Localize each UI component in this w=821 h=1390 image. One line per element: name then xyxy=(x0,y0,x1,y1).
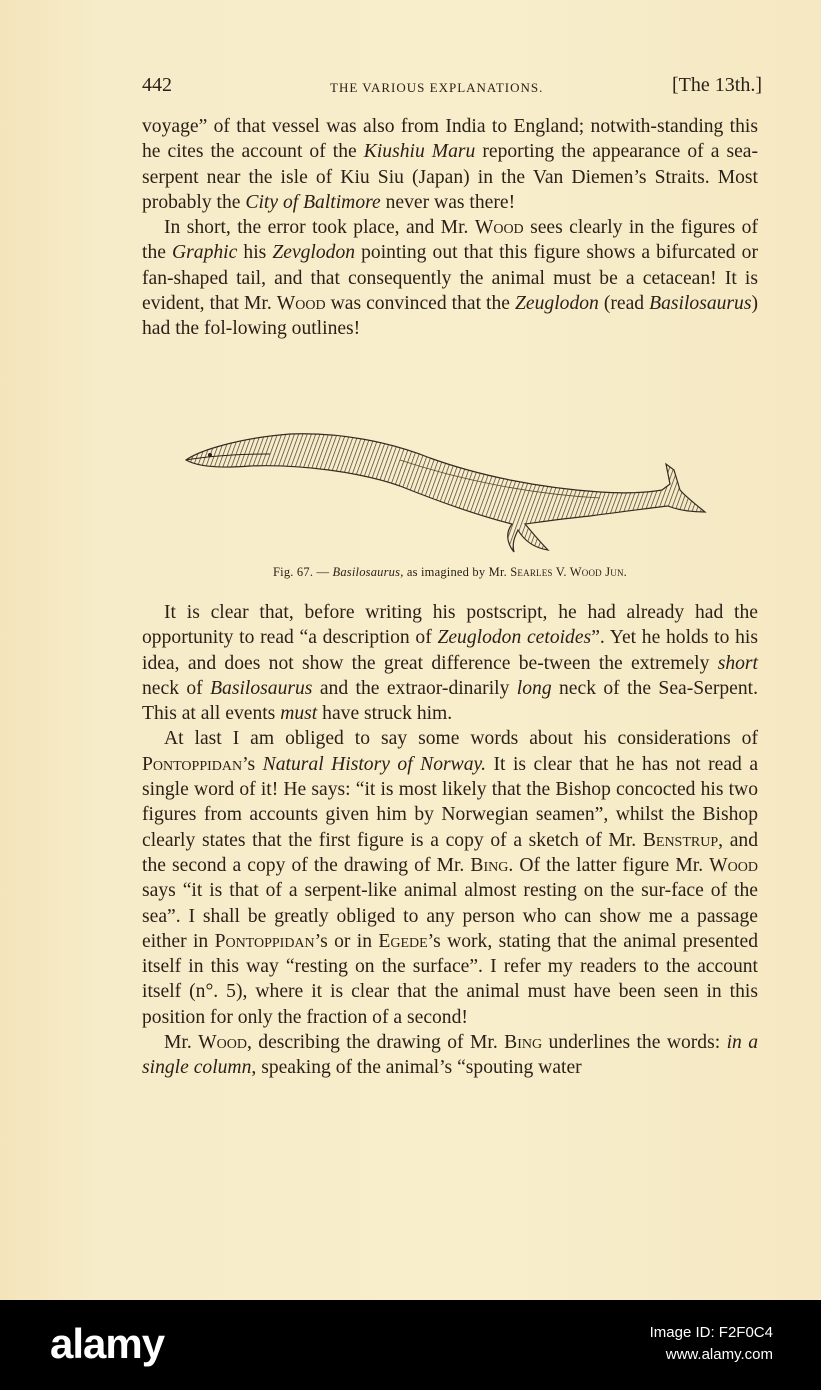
paragraph-3: It is clear that, before writing his postscript, he had already had the opportunity to read “a description of Zeuglodon cetoides”. Yet he holds to his idea, and does not show the great difference be-tween the extremely short neck of Basilosaurus and the extraor-dinarily long neck of the Sea-Serpent. This at all events must have struck him. xyxy=(142,602,759,725)
alamy-logo: alamy xyxy=(50,1320,165,1367)
stock-watermark-bar xyxy=(0,1300,821,1390)
image-id: Image ID: F2F0C4 xyxy=(649,1324,773,1341)
body-text-bottom xyxy=(142,600,758,1081)
site-url: www.alamy.com xyxy=(665,1346,773,1363)
page-number: 442 xyxy=(142,74,172,96)
basilosaurus-illustration xyxy=(180,420,710,560)
paragraph-5: Mr. Wood, describing the drawing of Mr. Bing underlines the words: in a single column, speaking of the animal’s “spouting water xyxy=(142,1032,758,1079)
whale-drawing xyxy=(180,420,710,560)
section-marker: [The 13th.] xyxy=(672,74,762,96)
paragraph-2: In short, the error took place, and Mr. Wood sees clearly in the figures of the Graphic his Zevglodon pointing out that this figure shows a bifurcated or fan-shaped tail, and that consequently the animal must be a cetacean! It is evident, that Mr. Wood was convinced that the Zeuglodon (read Basilosaurus) had the fol-lowing outlines! xyxy=(142,217,759,340)
paragraph-4: At last I am obliged to say some words about his considerations of Pontoppidan’s Natural History of Norway. It is clear that he has not read a single word of it! He says: “it is most likely that the Bishop concocted his two figures from accounts given him by Norwegian seamen”, whilst the Bishop clearly states that the first figure is a copy of a sketch of Mr. Benstrup, and the second a copy of the drawing of Mr. Bing. Of the latter figure Mr. Wood says “it is that of a serpent-like animal almost resting on the sur-face of the sea”. I shall be greatly obliged to any person who can show me a passage either in Pontoppidan’s or in Egede’s work, stating that the animal presented itself in this way “resting on the surface”. I refer my readers to the account itself (n°. 5), where it is clear that the animal must have been seen in this position for only the fraction of a second! xyxy=(142,728,759,1028)
body-text-top xyxy=(142,114,758,342)
page-header xyxy=(142,72,762,104)
figure-caption: Fig. 67. — Basilosaurus, as imagined by Mr. Searles V. Wood Jun. xyxy=(273,565,627,579)
image-id-block xyxy=(650,1322,773,1366)
running-title: THE VARIOUS EXPLANATIONS. xyxy=(330,80,544,95)
paragraph-1: voyage” of that vessel was also from India to England; notwith-standing this he cites the account of the Kiushiu Maru reporting the appearance of a sea-serpent near the isle of Kiu Siu (Japan) in the Van Diemen’s Straits. Most probably the City of Baltimore never was there! xyxy=(142,116,758,213)
